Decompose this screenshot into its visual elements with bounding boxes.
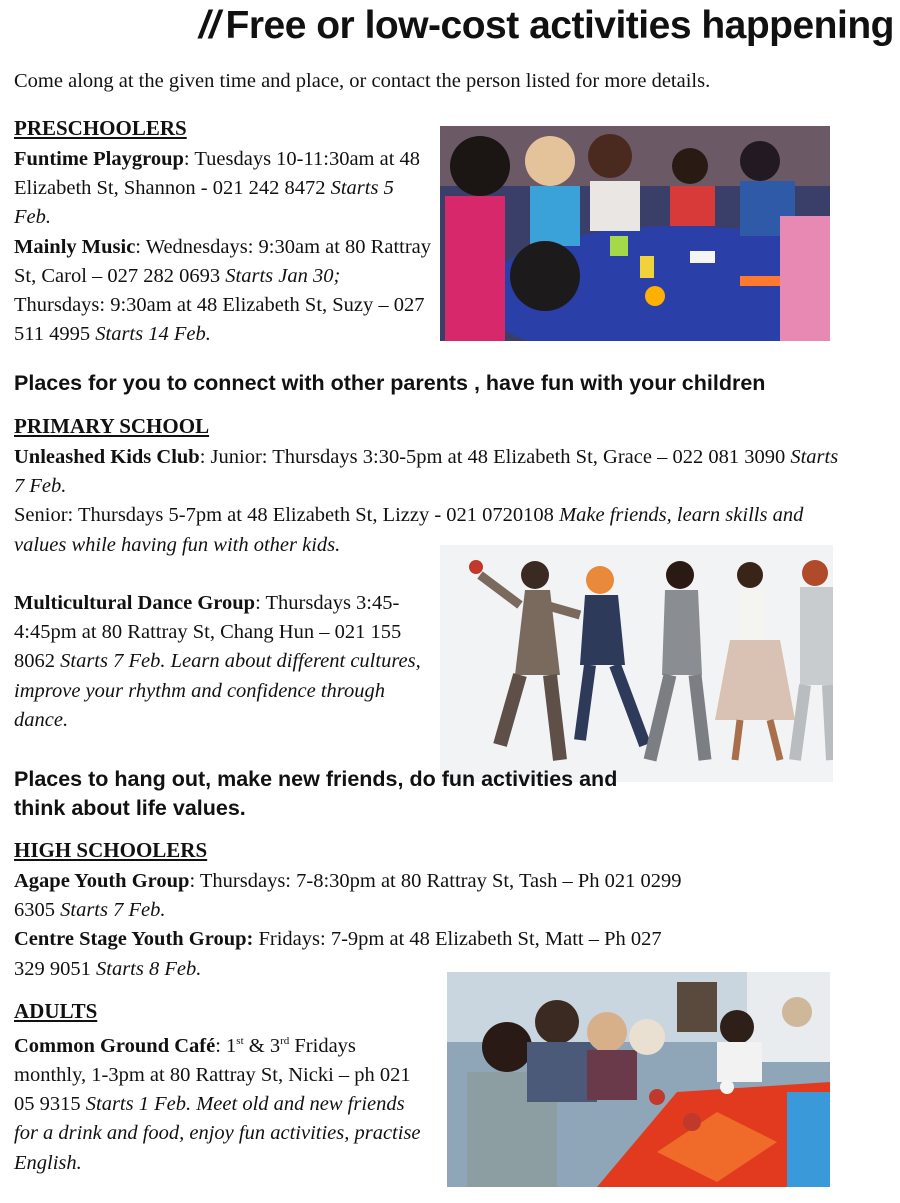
intro-text: Come along at the given time and place, or contact the person listed for more details. (14, 70, 711, 92)
section-heading-preschoolers: PRESCHOOLERS (14, 116, 187, 140)
page-title (199, 0, 894, 52)
kids-club-senior: Senior: Thursdays 5-7pm at 48 Elizabeth St, Lizzy - 021 0720108 (14, 504, 560, 527)
mainly-details-1: : Wednesdays: 9:30am at 80 Rattray St, Carol – 027 282 0693 (14, 235, 432, 287)
photo-cafe-group (447, 972, 830, 1187)
kids-club-text (14, 443, 844, 560)
section-heading-high: HIGH SCHOOLERS (14, 838, 208, 862)
kids-club-name: Unleashed Kids Club (14, 446, 200, 468)
mainly-starts-2: Starts 14 Feb. (95, 323, 211, 346)
title-text: Free or low-cost activities happening (225, 4, 894, 47)
high-schoolers-text (14, 867, 694, 984)
title-mark: // (198, 4, 220, 47)
kids-club-junior: : Junior: Thursdays 3:30-5pm at 48 Elizabeth St, Grace – 022 081 3090 (199, 446, 791, 468)
dance-group-name: Multicultural Dance Group (14, 592, 256, 614)
cafe-pre: : 1 (215, 1034, 237, 1057)
section-heading-primary: PRIMARY SCHOOL (14, 414, 210, 438)
dance-group-details: : Thursdays 3:45-4:45pm at 80 Rattray St, Chang Hun – 021 155 8062 (14, 592, 402, 673)
mainly-name: Mainly Music (14, 235, 136, 258)
illustration-dancers (440, 545, 833, 782)
cafe-text (14, 1027, 429, 1178)
centre-stage-starts: Starts 8 Feb. (96, 957, 202, 980)
cafe-details: Fridays monthly, 1-3pm at 80 Rattray St, Nicki – ph 021 05 9315 (14, 1034, 411, 1116)
banner-hangout: Places to hang out, make new friends, do fun activities and think about life values. (14, 767, 618, 820)
centre-stage-name: Centre Stage Youth Group: (14, 928, 254, 951)
preschoolers-text (14, 145, 434, 349)
dance-group-note: Starts 7 Feb. Learn about different cultures, improve your rhythm and confidence through dance. (14, 650, 421, 731)
agape-name: Agape Youth Group (14, 870, 190, 892)
cafe-note: Starts 1 Feb. Meet old and new friends for a drink and food, enjoy fun activities, practise English. (14, 1093, 421, 1174)
kids-club-junior-starts: Starts 7 Feb. (14, 446, 839, 498)
photo-children-crafts (440, 126, 830, 341)
kids-club-senior-note: Make friends, learn skills and values while having fun with other kids. (14, 504, 804, 556)
centre-stage-details: Fridays: 7-9pm at 48 Elizabeth St, Matt – Ph 027 329 9051 (14, 928, 662, 980)
funtime-starts: Starts 5 Feb. (14, 177, 394, 229)
cafe-name: Common Ground Café (14, 1034, 216, 1057)
mainly-details-2: Thursdays: 9:30am at 48 Elizabeth St, Suzy – 027 511 4995 (14, 294, 425, 346)
agape-starts: Starts 7 Feb. (60, 899, 166, 922)
section-heading-adults: ADULTS (14, 999, 98, 1023)
funtime-name: Funtime Playgroup (14, 148, 184, 170)
funtime-details: : Tuesdays 10-11:30am at 48 Elizabeth St, Shannon - 021 242 8472 (14, 148, 421, 200)
dance-group-text (14, 589, 424, 735)
cafe-sup-2: rd (280, 1035, 290, 1047)
banner-parents: Places for you to connect with other parents , have fun with your children (14, 371, 766, 395)
cafe-sup-1: st (236, 1035, 244, 1047)
mainly-starts-1: Starts Jan 30; (225, 264, 341, 287)
cafe-mid: & 3 (243, 1034, 281, 1057)
agape-details: : Thursdays: 7-8:30pm at 80 Rattray St, Tash – Ph 021 0299 6305 (14, 870, 682, 922)
